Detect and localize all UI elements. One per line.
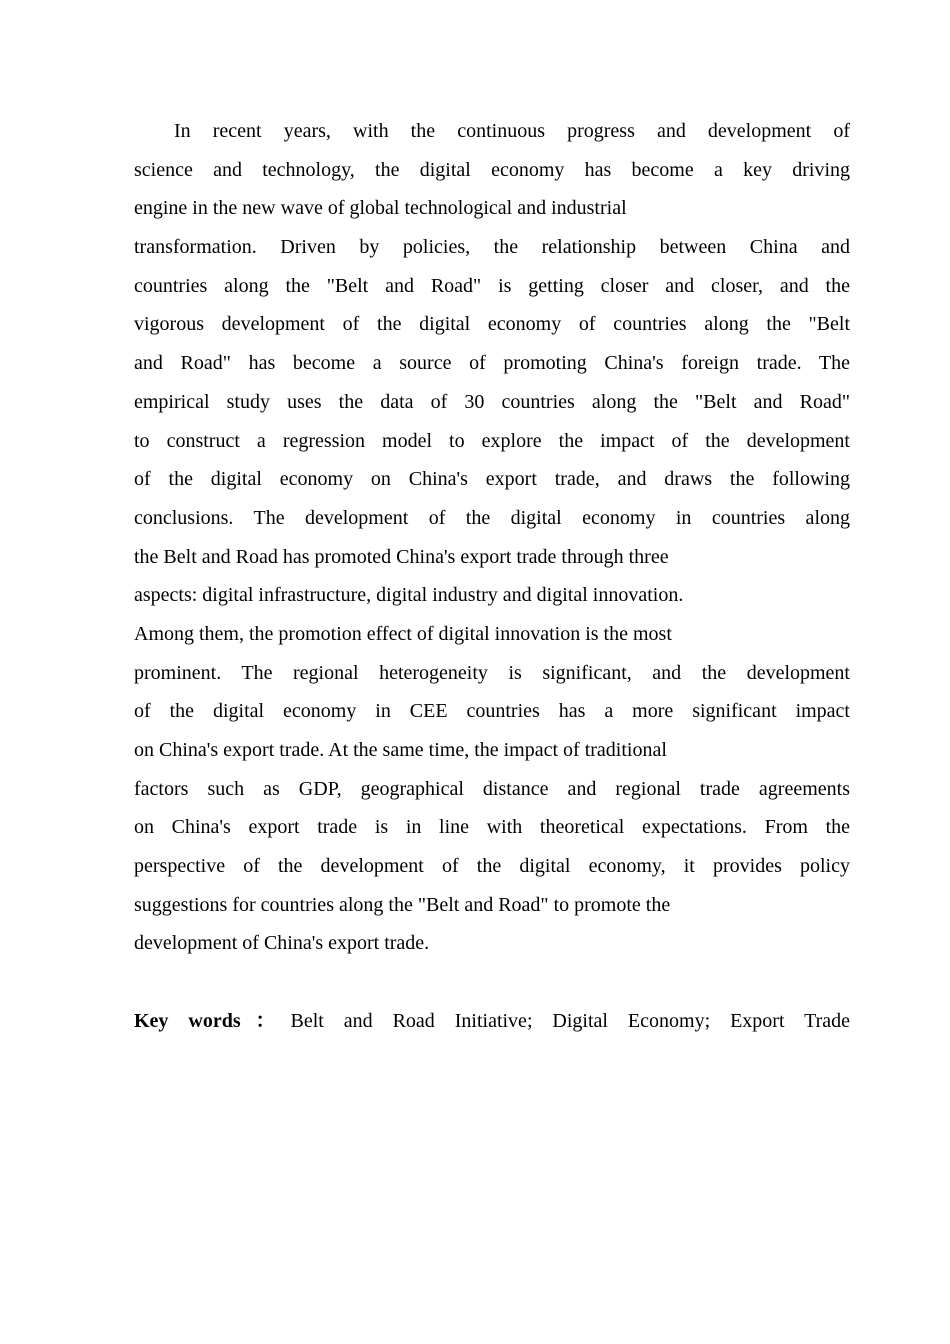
abstract-line: empirical study uses the data of 30 countries along the "Belt and Road": [134, 390, 850, 413]
abstract-line: of the digital economy on China's export trade, and draws the following: [134, 468, 850, 491]
abstract-line: perspective of the development of the digital economy, it provides policy: [134, 855, 850, 878]
abstract-line: factors such as GDP, geographical distance and regional trade agreements: [134, 777, 850, 800]
abstract-line: aspects: digital infrastructure, digital industry and digital innovation.: [134, 584, 684, 607]
abstract-line: vigorous development of the digital economy of countries along the "Belt: [134, 313, 850, 336]
keywords-line: [134, 1002, 850, 1041]
abstract-line: development of China's export trade.: [134, 932, 430, 955]
paragraph-gap: [134, 963, 850, 1002]
abstract-line: In recent years, with the continuous progress and development of: [174, 120, 850, 142]
abstract-line: and Road" has become a source of promoting China's foreign trade. The: [134, 352, 850, 375]
abstract-line: conclusions. The development of the digital economy in countries along: [134, 506, 850, 529]
abstract-line: prominent. The regional heterogeneity is significant, and the development: [134, 661, 850, 684]
abstract-line: transformation. Driven by policies, the relationship between China and: [134, 236, 850, 259]
abstract-line: Among them, the promotion effect of digital innovation is the most: [134, 622, 672, 645]
abstract-line: on China's export trade is in line with theoretical expectations. From the: [134, 816, 850, 839]
abstract-line: suggestions for countries along the "Belt and Road" to promote the: [134, 893, 671, 916]
abstract-line: engine in the new wave of global technological and industrial: [134, 197, 627, 220]
abstract-line: science and technology, the digital economy has become a key driving: [134, 158, 850, 181]
keywords-value: Belt and Road Initiative; Digital Economy; Export Trade: [290, 1009, 851, 1032]
abstract-line: to construct a regression model to explore the impact of the development: [134, 429, 850, 452]
keywords-separator: ：: [240, 1009, 291, 1032]
abstract-text-block: [134, 112, 850, 1041]
abstract-line: of the digital economy in CEE countries has a more significant impact: [134, 700, 850, 723]
abstract-line: on China's export trade. At the same time, the impact of traditional: [134, 739, 667, 761]
keywords-label: Key words: [134, 1009, 241, 1032]
abstract-line: countries along the "Belt and Road" is getting closer and closer, and the: [134, 274, 850, 297]
abstract-line: the Belt and Road has promoted China's export trade through three: [134, 545, 669, 568]
